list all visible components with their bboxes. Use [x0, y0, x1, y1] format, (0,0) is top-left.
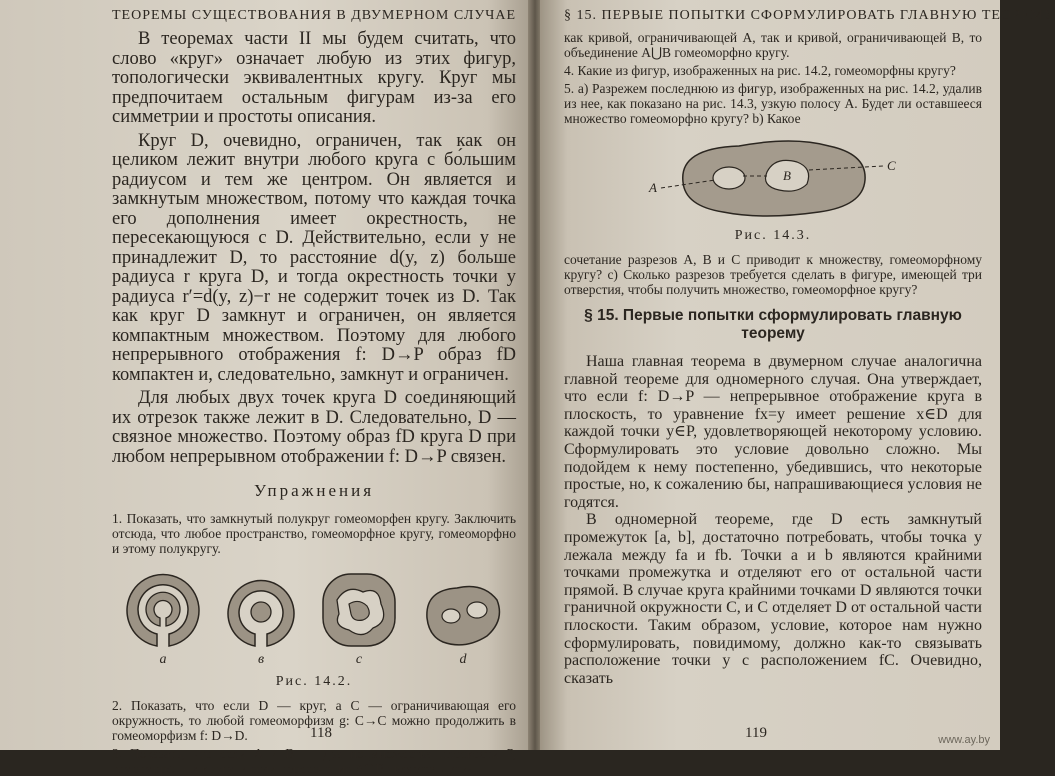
- right-page: [540, 0, 1055, 750]
- figure-label-b: в: [257, 652, 265, 667]
- figure-14-3: [564, 132, 982, 222]
- left-main-text: [112, 30, 516, 467]
- left-paragraph-1: В теоремах части II мы будем считать, что слово «круг» означает любую из этих фигур, топологически эквивалентных кругу. Круг мы предпочитаем остальным фигурам из-за его симметрии и простоты описания.: [112, 29, 516, 127]
- section-15-title: § 15. Первые попытки сформулировать главную теорему: [584, 307, 962, 342]
- exercise-5: 5. а) Разрежем последнюю из фигур, изображенных на рис. 14.2, удалив из нее, как показано на рис. 14.3, узкую полосу A. Будет ли оставшееся множество гомеоморфно кругу? b) Какое: [564, 81, 982, 126]
- figure-14-2-d: [421, 580, 505, 668]
- left-running-head: ТЕОРЕМЫ СУЩЕСТВОВАНИЯ В ДВУМЕРНОМ СЛУЧАЕ: [112, 8, 517, 23]
- figure-14-2: [112, 568, 516, 668]
- exercise-2: 2. Показать, что если D — круг, а C — ограничивающая его окружность, то любой гомеоморфизм g: C→C можно продолжить в гомеоморфизм f: D→D.: [112, 698, 516, 743]
- exercise-5-continued: сочетание разрезов A, B и C приводит к множеству, гомеоморфному кругу? с) Сколько разрезов требуется сделать в фигуре, имеющей три отверстия, чтобы получить множество, гомеоморфное кругу?: [564, 252, 982, 297]
- figure-14-2-a: [123, 570, 203, 668]
- figure-label-c: c: [355, 652, 363, 667]
- right-main-text: [564, 353, 982, 687]
- cut-label-b: B: [783, 168, 791, 183]
- right-exercises: [564, 30, 982, 126]
- exercise-4: 4. Какие из фигур, изображенных на рис. 14.2, гомеоморфны кругу?: [564, 63, 956, 78]
- left-paragraph-2: Круг D, очевидно, ограничен, так как он целиком лежит внутри любого круга с бо́льшим радиусом и тем же центром. Он является и замкнутым множеством, потому что каждая точка его дополнения имеет окрестность, не пересекающуюся с D. Действительно, если y не принадлежит D, то расстояние d(y, z) больше радиуса r круга D, и тогда окрестность точки y радиуса r′=d(y, z)−r не содержит точек из D. Так как круг D замкнут и ограничен, он является компактным множеством. Поэтому для любого непрерывного отображения f: D→P образ fD компактен и, следовательно, замкнут и ограничен.: [112, 130, 516, 385]
- left-exercises: [112, 511, 516, 556]
- exercise-3-continued: как кривой, ограничивающей A, так и кривой, ограничивающей B, то объединение A⋃B гомеоморфно кругу.: [564, 30, 982, 60]
- figure-14-2-caption: Рис. 14.2.: [275, 674, 353, 689]
- right-running-head: § 15. ПЕРВЫЕ ПОПЫТКИ СФОРМУЛИРОВАТЬ ГЛАВНУЮ ТЕОРЕМУ: [564, 8, 1055, 23]
- figure-label-a: a: [159, 652, 167, 667]
- cut-shape-diagram: [643, 132, 903, 222]
- watermark: www.ay.by: [938, 734, 990, 746]
- left-page-number: 118: [310, 725, 332, 741]
- spiral-shape-b: [225, 568, 297, 650]
- figure-14-2-b: [225, 568, 297, 668]
- exercise-1: 1. Показать, что замкнутый полукруг гомеоморфен кругу. Заключить отсюда, что любое пространство, гомеоморфное кругу, гомеоморфно и этому полукругу.: [112, 511, 516, 556]
- exercise-3: 3. Показать, что если A и B — два подмножества плоскости P, гомеоморфных кругу, и если пересечение A⋂B является дугой: [112, 746, 516, 776]
- exercises-heading: Упражнения: [253, 481, 375, 500]
- figure-14-3-caption: Рис. 14.3.: [734, 228, 812, 243]
- right-paragraph-2: В одномерной теореме, где D есть замкнутый промежуток [a, b], достаточно потребовать, чтобы точка y лежала между fa и fb. Точки a и b являются крайними точками промежутка и отделяют его от остальной части прямой. В случае круга крайними точками D являются точки граничной окружности C, и C отделяет D от остальной части плоскости. Таким образом, условие, которое нам нужно сформулировать, повидимому, должно как-то связывать расположение точки y с расположением fC. Очевидно, сказать: [564, 511, 982, 687]
- cut-label-a: A: [649, 180, 657, 195]
- figure-label-d: d: [459, 652, 467, 667]
- two-hole-shape-d: [421, 580, 505, 650]
- left-paragraph-3: Для любых двух точек круга D соединяющий их отрезок также лежит в D. Следовательно, D — связное множество. Поэтому образ fD круга D при любом непрерывном отображении f: D→P связен.: [112, 388, 516, 467]
- maze-shape-c: [319, 570, 399, 650]
- cut-label-c: C: [887, 158, 896, 173]
- horseshoe-shape-a: [123, 570, 203, 650]
- right-page-number: 119: [745, 725, 767, 741]
- figure-14-2-c: [319, 570, 399, 668]
- right-exercises-continued: [564, 252, 982, 297]
- right-paragraph-1: Наша главная теорема в двумерном случае аналогична главной теореме для одномерного случая. Она утверждает, что если f: D→P — непрерывное отображение круга в плоскость, то уравнение fx=y имеет решение x∈D для каждой точки y∈P, удовлетворяющей некоторому условию. Сформулировать это условие довольно сложно. Мы подойдем к нему постепенно, убедившись, что некоторые простые, но, к сожалению бы, напрашивающиеся условия не годятся.: [564, 353, 982, 511]
